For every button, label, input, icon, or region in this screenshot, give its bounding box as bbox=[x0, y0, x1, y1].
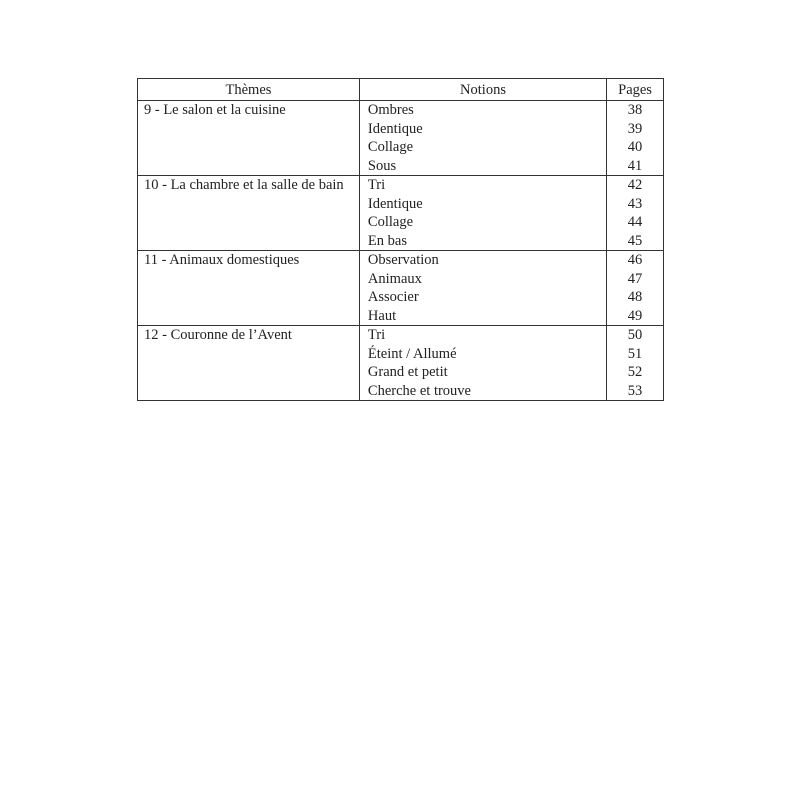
page-number: 43 bbox=[627, 195, 643, 212]
theme-cell: 10 - La chambre et la salle de bain bbox=[138, 176, 360, 251]
notion-cell: Cherche et trouve bbox=[359, 382, 606, 401]
page-number: 39 bbox=[627, 120, 643, 137]
table-row bbox=[138, 101, 664, 120]
header-row bbox=[138, 79, 664, 101]
notion-cell: Observation bbox=[359, 251, 606, 270]
table-of-contents bbox=[137, 78, 664, 401]
notion-cell: Identique bbox=[359, 120, 606, 139]
page-number: 50 bbox=[607, 326, 664, 345]
notion-cell: Collage bbox=[359, 213, 606, 232]
page-number: 41 bbox=[627, 157, 643, 174]
table-row bbox=[138, 176, 664, 195]
table-row bbox=[138, 326, 664, 345]
header-pages: Pages bbox=[607, 79, 664, 101]
notion-cell: Haut bbox=[359, 307, 606, 326]
page-number: 44 bbox=[627, 214, 643, 230]
notion-cell: Éteint / Allumé bbox=[359, 345, 606, 364]
notion-cell: Animaux bbox=[359, 270, 606, 289]
notion-cell: Tri bbox=[359, 176, 606, 195]
theme-cell: 9 - Le salon et la cuisine bbox=[138, 101, 360, 176]
page-number: 52 bbox=[627, 364, 643, 380]
page-number: 38 bbox=[607, 101, 664, 120]
page-number: 45 bbox=[627, 232, 643, 249]
page-number: 49 bbox=[627, 307, 643, 324]
table-row bbox=[138, 251, 664, 270]
notion-cell: Grand et petit bbox=[359, 363, 606, 382]
notion-cell: Tri bbox=[359, 326, 606, 345]
notion-cell: Ombres bbox=[359, 101, 606, 120]
page-number: 47 bbox=[627, 270, 643, 287]
page-number: 42 bbox=[607, 176, 664, 195]
page-number: 46 bbox=[607, 251, 664, 270]
notion-cell: Collage bbox=[359, 138, 606, 157]
header-notions: Notions bbox=[359, 79, 606, 101]
theme-cell: 11 - Animaux domestiques bbox=[138, 251, 360, 326]
page-number: 51 bbox=[627, 345, 643, 362]
page-number: 48 bbox=[627, 289, 643, 305]
header-themes: Thèmes bbox=[138, 79, 360, 101]
page-number: 53 bbox=[627, 382, 643, 399]
notion-cell: Associer bbox=[359, 288, 606, 307]
notion-cell: En bas bbox=[359, 232, 606, 251]
theme-cell: 12 - Couronne de l’Avent bbox=[138, 326, 360, 401]
notion-cell: Identique bbox=[359, 195, 606, 214]
notion-cell: Sous bbox=[359, 157, 606, 176]
page-number: 40 bbox=[627, 139, 643, 155]
